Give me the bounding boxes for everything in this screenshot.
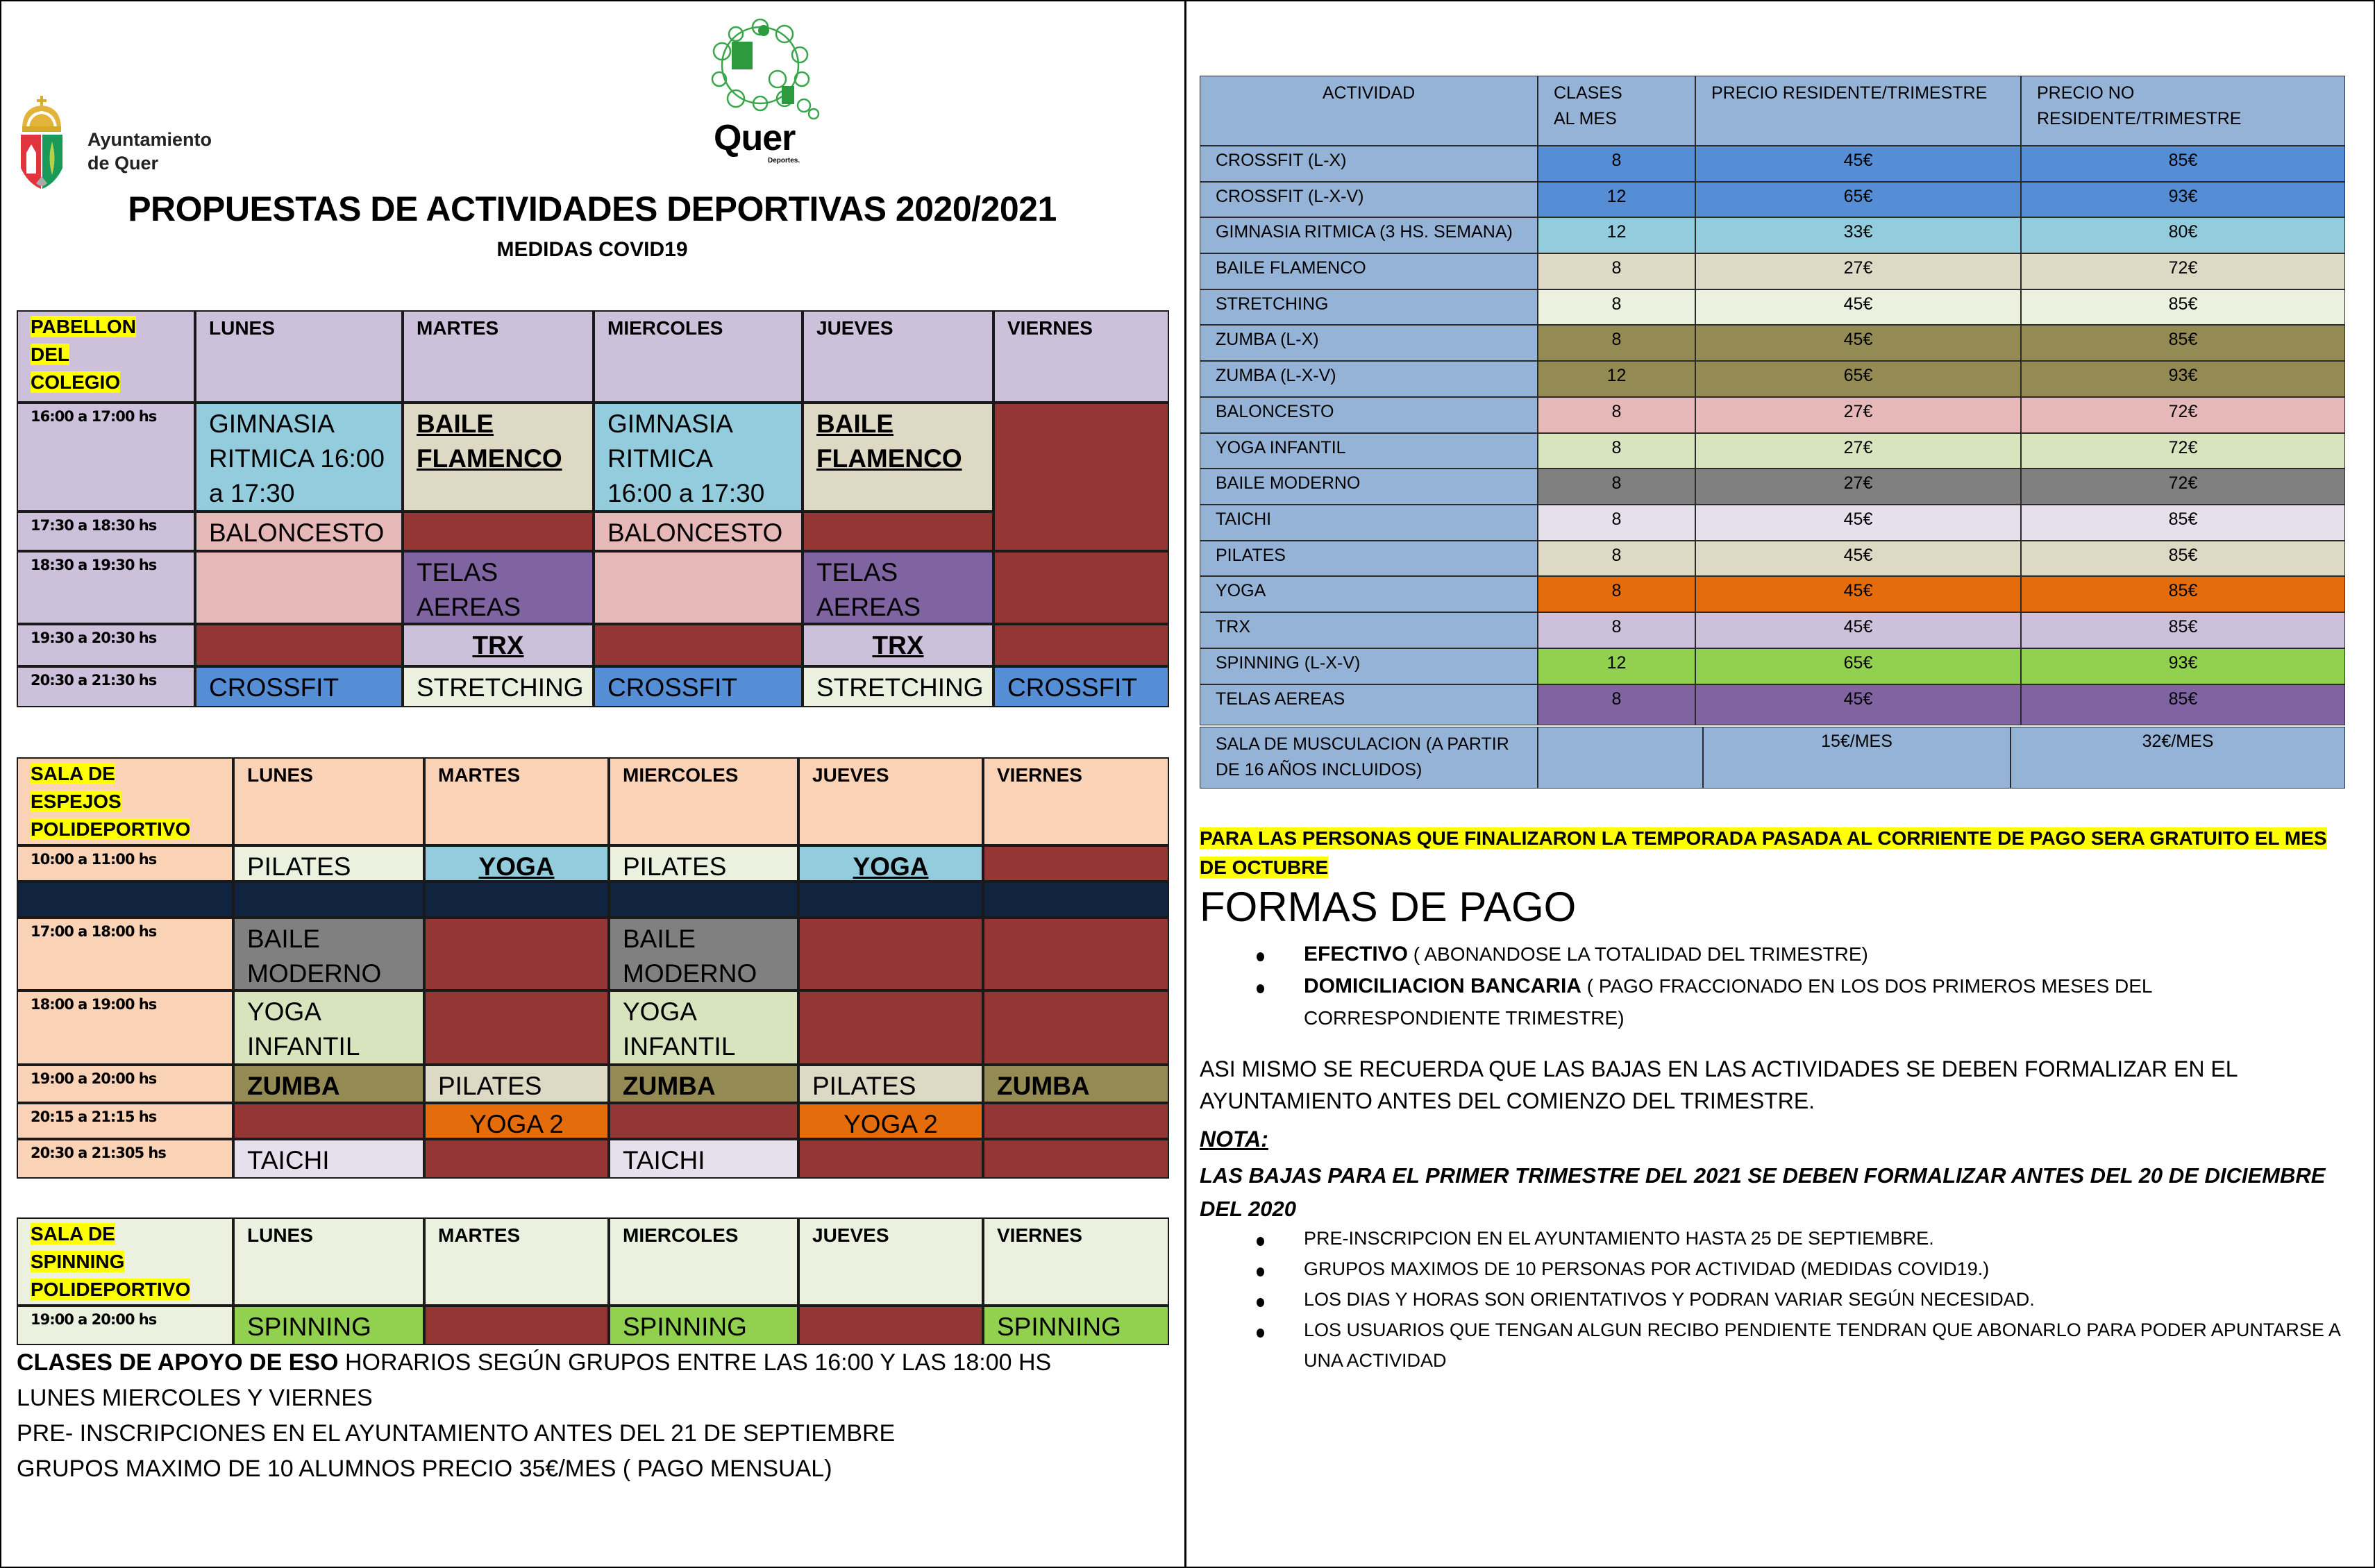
price-activity-name: CROSSFIT (L-X-V) [1200,182,1538,217]
day-header: MARTES [424,757,609,845]
empty-slot [424,1306,609,1345]
eso-preinscription: PRE- INSCRIPCIONES EN EL AYUNTAMIENTO ANTES DEL 21 DE SEPTIEMBRE [17,1420,896,1447]
day-header: MARTES [403,310,594,403]
price-classes-per-month: 8 [1538,684,1695,725]
payment-title: FORMAS DE PAGO [1200,884,1577,930]
activity-name: RITMICA [607,444,714,473]
activity-name: YOGA [478,852,555,881]
price-classes-per-month: 12 [1538,182,1695,217]
price-non-resident: 85€ [2021,576,2345,612]
empty-slot [983,845,1169,882]
activity-name: FLAMENCO [816,444,962,473]
venue-name-line: COLEGIO [31,371,121,393]
activity-cell [993,666,1169,707]
nota-list [1200,1223,2352,1376]
quer-logo-subtitle: Deportes. [768,157,800,165]
activity-cell [594,512,803,551]
nota-item: GRUPOS MAXIMOS DE 10 PERSONAS POR ACTIVIDAD (MEDIDAS COVID19.) [1200,1254,2352,1284]
eso-line-1 [17,1345,1169,1381]
day-header: MIERCOLES [609,1217,798,1306]
empty-slot [983,1103,1169,1139]
price-header-text: AL MES [1554,109,1617,128]
price-activity-name: CROSSFIT (L-X) [1200,146,1538,182]
time-slot: 18:30 a 19:30 hs [17,551,195,624]
quer-q-doodle-icon [694,17,826,121]
quer-logo-word: Quer [714,118,796,158]
activity-cell [983,1306,1169,1345]
ayuntamiento-logo-line-1: Ayuntamiento [87,129,212,150]
day-header: VIERNES [993,310,1169,403]
empty-slot [993,403,1169,551]
price-non-resident: 93€ [2021,182,2345,217]
activity-name: TAICHI [623,1146,705,1174]
activity-cell [403,551,594,624]
activity-name: MODERNO [247,959,382,988]
empty-slot [609,882,798,918]
activity-cell [594,666,803,707]
payment-method-cash-label: EFECTIVO [1304,943,1409,966]
price-non-resident: 85€ [2021,684,2345,725]
price-header-text: PRECIO RESIDENTE/TRIMESTRE [1711,83,1988,103]
payment-method-bank [1200,970,2352,1034]
day-header: JUEVES [798,1217,983,1306]
ayuntamiento-logo-text [87,128,212,175]
activity-name: SPINNING [247,1313,371,1341]
price-non-resident: 85€ [2021,146,2345,182]
free-october-notice-text: PARA LAS PERSONAS QUE FINALIZARON LA TEMPORADA PASADA AL CORRIENTE DE PAGO SERA GRATUITO EL MES DE OCTUBRE [1200,827,2327,878]
activity-cell [424,845,609,882]
empty-slot [993,624,1169,666]
activity-name: BAILE [417,410,494,438]
day-header: JUEVES [803,310,993,403]
empty-slot [983,882,1169,918]
activity-name: a 17:30 [209,479,295,507]
price-non-resident: 80€ [2021,217,2345,253]
empty-slot [195,551,403,624]
price-header-text: PRECIO NO RESIDENTE/TRIMESTRE [2037,83,2242,128]
page-subtitle: MEDIDAS COVID19 [496,238,688,261]
activity-cell [233,1139,424,1179]
price-classes-per-month: 12 [1538,648,1695,684]
empty-slot [594,551,803,624]
activity-name: MODERNO [623,959,757,988]
price-classes-per-month: 8 [1538,325,1695,361]
activity-name: ZUMBA [997,1072,1090,1100]
venue-name-line: POLIDEPORTIVO [31,818,191,840]
price-resident: 45€ [1695,505,2021,541]
day-header: JUEVES [798,757,983,845]
activity-cell [609,1139,798,1179]
activity-name: INFANTIL [247,1032,360,1061]
page-title: PROPUESTAS DE ACTIVIDADES DEPORTIVAS 2020/2021 [128,189,1057,228]
activity-name: YOGA 2 [844,1110,938,1138]
price-activity-name: ZUMBA (L-X) [1200,325,1538,361]
price-header-resident [1695,76,2021,146]
eso-info [17,1345,1169,1487]
activity-name: TELAS [417,558,498,587]
price-header-nonresident [2021,76,2345,146]
empty-slot [403,512,594,551]
activity-name: AEREAS [816,593,921,621]
price-classes-per-month: 12 [1538,361,1695,397]
price-resident: 45€ [1695,612,2021,648]
price-resident: 45€ [1695,541,2021,576]
price-non-resident: 85€ [2021,505,2345,541]
price-non-resident: 72€ [2021,433,2345,469]
empty-slot [424,882,609,918]
time-slot: 18:00 a 19:00 hs [17,990,233,1065]
price-classes-per-month: 8 [1538,612,1695,648]
time-slot: 17:30 a 18:30 hs [17,512,195,551]
activity-cell [609,1065,798,1103]
price-classes-per-month: 8 [1538,146,1695,182]
time-slot [17,882,233,918]
venue-header [17,757,233,845]
day-header: LUNES [195,310,403,403]
price-header-text: CLASES [1554,83,1622,103]
empty-slot [424,990,609,1065]
activity-name: GIMNASIA [607,410,733,438]
activity-name: PILATES [247,852,351,881]
price-activity-name: YOGA INFANTIL [1200,433,1538,469]
time-slot: 19:30 a 20:30 hs [17,624,195,666]
activity-cell [195,512,403,551]
time-slot: 20:15 a 21:15 hs [17,1103,233,1139]
activity-cell [233,918,424,990]
activity-name: PILATES [623,852,727,881]
time-slot: 20:30 a 21:305 hs [17,1139,233,1179]
activity-name: BALONCESTO [607,519,783,547]
day-header: VIERNES [983,1217,1169,1306]
empty-slot [609,1103,798,1139]
price-resident: 27€ [1695,433,2021,469]
price-resident: 45€ [1695,289,2021,325]
price-classes-per-month: 8 [1538,541,1695,576]
empty-slot [424,918,609,990]
time-slot: 16:00 a 17:00 hs [17,403,195,512]
price-activity-name: TELAS AEREAS [1200,684,1538,725]
time-slot: 19:00 a 20:00 hs [17,1065,233,1103]
activity-name: CROSSFIT [1007,673,1138,702]
activity-cell [403,624,594,666]
price-resident: 45€ [1695,684,2021,725]
eso-days: LUNES MIERCOLES Y VIERNES [17,1385,373,1411]
activity-cell [798,1103,983,1139]
price-activity-name: STRETCHING [1200,289,1538,325]
price-non-resident: 85€ [2021,289,2345,325]
activity-name: INFANTIL [623,1032,736,1061]
cancellation-reminder: ASI MISMO SE RECUERDA QUE LAS BAJAS EN LAS ACTIVIDADES SE DEBEN FORMALIZAR EN EL AYUNTAMIENTO ANTES DEL COMIENZO DEL TRIMESTRE. [1200,1056,2238,1113]
activity-cell [983,1065,1169,1103]
activity-name: RITMICA 16:00 [209,444,385,473]
nota-text: LAS BAJAS PARA EL PRIMER TRIMESTRE DEL 2021 SE DEBEN FORMALIZAR ANTES DEL 20 DE DICIEMBRE DEL 2020 [1200,1163,2326,1221]
price-resident: 65€ [1695,648,2021,684]
nota-label: NOTA: [1200,1127,1268,1152]
venue-header [17,310,195,403]
payment-method-bank-detail: ( PAGO FRACCIONADO EN LOS DOS PRIMEROS MESES DEL CORRESPONDIENTE TRIMESTRE) [1304,975,2152,1029]
payment-method-cash [1200,938,2352,970]
nota-item: PRE-INSCRIPCION EN EL AYUNTAMIENTO HASTA 25 DE SEPTIEMBRE. [1200,1223,2352,1254]
empty-slot [424,1139,609,1179]
price-resident: 27€ [1695,397,2021,433]
coat-of-arms-icon [18,96,67,193]
activity-cell [609,845,798,882]
price-non-resident: 72€ [2021,469,2345,505]
price-resident: 65€ [1695,361,2021,397]
activity-name: GIMNASIA [209,410,335,438]
page-divider [1184,0,1186,1568]
activity-cell [233,845,424,882]
day-header: MARTES [424,1217,609,1306]
price-non-resident: 85€ [2021,325,2345,361]
activity-name: TRX [872,631,924,659]
day-header: MIERCOLES [609,757,798,845]
price-non-resident: 85€ [2021,612,2345,648]
time-slot: 20:30 a 21:30 hs [17,666,195,707]
activity-name: 16:00 a 17:30 [607,479,765,507]
activity-name: YOGA [247,997,321,1026]
empty-slot [803,512,993,551]
empty-slot [798,918,983,990]
price-header-activity [1200,76,1538,146]
activity-name: YOGA [623,997,697,1026]
eso-schedule: HORARIOS SEGÚN GRUPOS ENTRE LAS 16:00 Y LAS 18:00 HS [338,1349,1052,1376]
payment-method-cash-detail: ( ABONANDOSE LA TOTALIDAD DEL TRIMESTRE) [1408,943,1868,965]
time-slot: 10:00 a 11:00 hs [17,845,233,882]
activity-cell [609,918,798,990]
venue-name-line: SALA DE [31,763,115,784]
time-slot: 19:00 a 20:00 hs [17,1306,233,1345]
activity-name: SPINNING [623,1313,747,1341]
price-non-resident: 93€ [2021,361,2345,397]
activity-cell [594,403,803,512]
price-activity-name: YOGA [1200,576,1538,612]
free-october-notice [1200,824,2349,882]
activity-name: BALONCESTO [209,519,385,547]
activity-name: PILATES [812,1072,916,1100]
price-classes-per-month: 8 [1538,253,1695,289]
activity-name: PILATES [438,1072,542,1100]
price-resident: 27€ [1695,253,2021,289]
activity-cell [803,624,993,666]
price-classes-per-month: 8 [1538,505,1695,541]
activity-name: FLAMENCO [417,444,562,473]
price-activity-name: ZUMBA (L-X-V) [1200,361,1538,397]
price-non-resident: 72€ [2021,253,2345,289]
price-header-classes [1538,76,1695,146]
venue-header [17,1217,233,1306]
venue-name-line: PABELLON [31,316,136,337]
price-activity-name: TAICHI [1200,505,1538,541]
price-activity-name: PILATES [1200,541,1538,576]
price-classes-per-month: 8 [1538,576,1695,612]
price-resident: 45€ [1695,576,2021,612]
activity-name: YOGA 2 [469,1110,564,1138]
activity-name: TRX [472,631,524,659]
activity-cell [609,990,798,1065]
activity-cell [233,990,424,1065]
price-classes-per-month: 8 [1538,469,1695,505]
activity-cell [798,1065,983,1103]
price-classes-per-month: 8 [1538,397,1695,433]
empty-slot [798,882,983,918]
payment-method-bank-label: DOMICILIACION BANCARIA [1304,975,1581,997]
empty-slot [983,1139,1169,1179]
activity-name: BAILE [247,925,320,953]
price-musculacion-resident: 15€/MES [1703,727,2011,789]
day-header: MIERCOLES [594,310,803,403]
price-musculacion-nonresident: 32€/MES [2011,727,2345,789]
activity-name: ZUMBA [623,1072,716,1100]
empty-slot [798,990,983,1065]
price-activity-name: BAILE MODERNO [1200,469,1538,505]
price-classes-per-month: 12 [1538,217,1695,253]
activity-name: BAILE [816,410,893,438]
price-musculacion-line: SALA DE MUSCULACION (A PARTIR [1216,734,1509,754]
price-resident: 33€ [1695,217,2021,253]
price-resident: 45€ [1695,325,2021,361]
venue-name-line: POLIDEPORTIVO [31,1279,191,1300]
activity-cell [403,403,594,512]
activity-name: STRETCHING [816,673,984,702]
activity-cell [803,666,993,707]
activity-name: TAICHI [247,1146,330,1174]
price-musculacion-name [1200,727,1538,789]
activity-cell [195,666,403,707]
activity-cell [195,403,403,512]
ayuntamiento-logo-line-2: de Quer [87,153,159,174]
empty-slot [594,624,803,666]
price-activity-name: TRX [1200,612,1538,648]
ayuntamiento-logo [18,96,226,193]
activity-name: BAILE [623,925,696,953]
activity-cell [233,1306,424,1345]
venue-name-line: DEL [31,344,69,365]
price-activity-name: BALONCESTO [1200,397,1538,433]
activity-name: CROSSFIT [607,673,738,702]
venue-name-line: ESPEJOS [31,791,121,812]
activity-cell [233,1065,424,1103]
activity-cell [609,1306,798,1345]
payment-methods-list [1200,938,2352,1034]
activity-name: STRETCHING [417,673,584,702]
empty-slot [233,882,424,918]
activity-name: ZUMBA [247,1072,340,1100]
price-activity-name: GIMNASIA RITMICA (3 HS. SEMANA) [1200,217,1538,253]
activity-name: AEREAS [417,593,521,621]
price-classes-per-month: 8 [1538,433,1695,469]
price-non-resident: 85€ [2021,541,2345,576]
empty-slot [983,918,1169,990]
day-header: LUNES [233,757,424,845]
day-header: VIERNES [983,757,1169,845]
empty-slot [993,551,1169,624]
quer-deportes-logo [694,17,826,169]
activity-cell [798,845,983,882]
empty-slot [233,1103,424,1139]
activity-cell [424,1065,609,1103]
price-activity-name: BAILE FLAMENCO [1200,253,1538,289]
activity-cell [403,666,594,707]
eso-groups-price: GRUPOS MAXIMO DE 10 ALUMNOS PRECIO 35€/MES ( PAGO MENSUAL) [17,1456,832,1482]
activity-name: SPINNING [997,1313,1121,1341]
price-activity-name: SPINNING (L-X-V) [1200,648,1538,684]
price-resident: 65€ [1695,182,2021,217]
eso-title: CLASES DE APOYO DE ESO [17,1349,339,1376]
empty-slot [195,624,403,666]
activity-name: CROSSFIT [209,673,339,702]
activity-name: TELAS [816,558,898,587]
activity-cell [424,1103,609,1139]
empty-slot [798,1139,983,1179]
price-classes-per-month: 8 [1538,289,1695,325]
activity-cell [803,551,993,624]
activity-name: YOGA [853,852,929,881]
nota-item: LOS DIAS Y HORAS SON ORIENTATIVOS Y PODRAN VARIAR SEGÚN NECESIDAD. [1200,1284,2352,1315]
price-non-resident: 93€ [2021,648,2345,684]
venue-name-line: SALA DE [31,1223,115,1245]
activity-cell [803,403,993,512]
price-resident: 27€ [1695,469,2021,505]
price-non-resident: 72€ [2021,397,2345,433]
empty-slot [798,1306,983,1345]
price-header-text: ACTIVIDAD [1322,83,1416,103]
venue-name-line: SPINNING [31,1251,125,1272]
time-slot: 17:00 a 18:00 hs [17,918,233,990]
nota-item: LOS USUARIOS QUE TENGAN ALGUN RECIBO PENDIENTE TENDRAN QUE ABONARLO PARA PODER APUNTARSE A UNA ACTIVIDAD [1200,1315,2352,1376]
price-musculacion-classes [1538,727,1703,789]
price-resident: 45€ [1695,146,2021,182]
price-musculacion-line: DE 16 AÑOS INCLUIDOS) [1216,760,1423,779]
empty-slot [983,990,1169,1065]
day-header: LUNES [233,1217,424,1306]
